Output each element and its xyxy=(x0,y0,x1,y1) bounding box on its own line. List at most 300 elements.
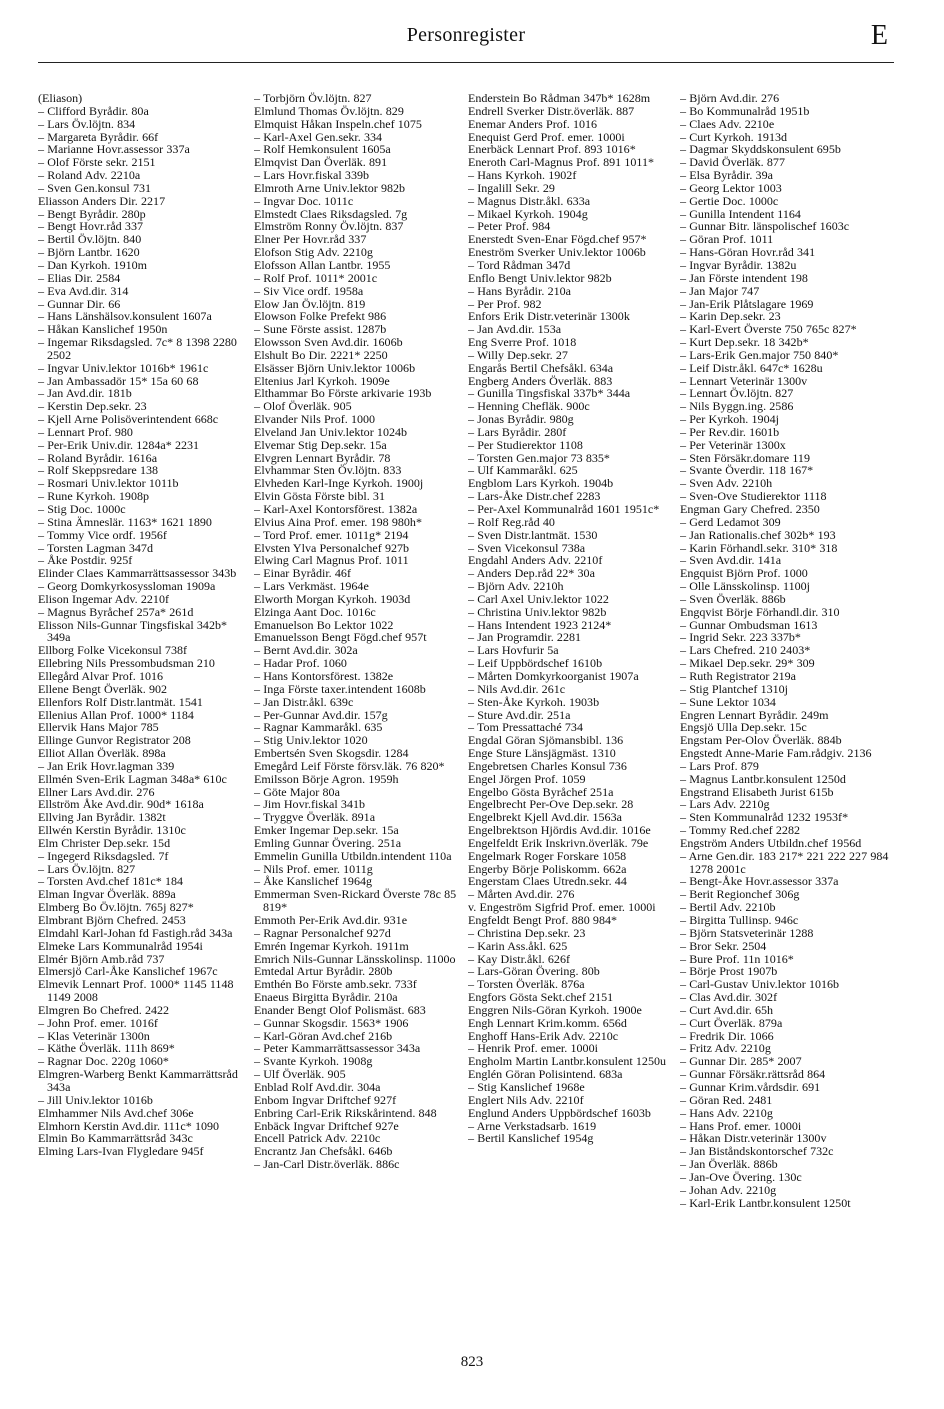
register-entry: – Per Kyrkoh. 1904j xyxy=(680,412,779,427)
register-entry: – Ingegerd Riksdagsled. 7f xyxy=(38,848,169,863)
register-entry: – Karin Förhandl.sekr. 310* 318 xyxy=(680,540,838,555)
register-entry: Elvander Nils Prof. 1000 xyxy=(254,412,376,427)
register-entry: – David Överläk. 877 xyxy=(680,155,785,170)
register-entry: Enderstein Bo Rådman 347b* 1628m xyxy=(468,92,651,105)
register-entry: Engarås Bertil Chefsåkl. 634a xyxy=(468,360,614,375)
register-entry: – Johan Adv. 2210g xyxy=(680,1182,777,1197)
register-entry: – Per-Gunnar Avd.dir. 157g xyxy=(254,707,388,722)
register-entry: – Torsten Gen.major 73 835* xyxy=(468,450,610,465)
page-header xyxy=(38,22,894,62)
register-entry: Ellborg Folke Vicekonsul 738f xyxy=(38,643,188,658)
register-entry: Engelmark Roger Forskare 1058 xyxy=(468,848,627,863)
register-entry: Enflo Bengt Univ.lektor 982b xyxy=(468,270,612,285)
register-entry: – Magnus Lantbr.konsulent 1250d xyxy=(680,771,846,786)
register-entry: Ellenfors Rolf Distr.lantmät. 1541 xyxy=(38,694,203,709)
register-entry: – Karl-Axel Kontorsförest. 1382a xyxy=(254,502,418,516)
register-entry: Elmér Björn Amb.råd 737 xyxy=(38,951,165,966)
register-entry: – Nils Prof. emer. 1011g xyxy=(254,861,373,876)
register-entry: – Torsten Lagman 347d xyxy=(38,540,153,555)
register-entry: Engfeldt Bengt Prof. 880 984* xyxy=(468,913,618,927)
register-entry: – Stina Ämneslär. 1163* 1621 1890 xyxy=(38,514,212,529)
register-entry: – Gunnar Försäkr.rättsråd 864 xyxy=(680,1067,826,1082)
register-entry: Elvgren Lennart Byrådir. 78 xyxy=(254,450,391,465)
register-entry: Elvheden Karl-Inge Kyrkoh. 1900j xyxy=(254,476,424,491)
register-entry: – Karl-Axel Gen.sekr. 334 xyxy=(254,129,383,144)
register-entry: – Jan Distr.åkl. 639c xyxy=(254,694,354,709)
register-entry: – Bengt Byrådir. 280p xyxy=(38,206,146,221)
register-entry: – Svante Kyrkoh. 1908g xyxy=(254,1054,373,1069)
register-entry: – Jan-Ove Övering. 130c xyxy=(680,1169,802,1184)
register-entry: Encell Patrick Adv. 2210c xyxy=(254,1131,381,1146)
register-entry: Ellmén Sven-Erik Lagman 348a* 610c xyxy=(38,771,227,786)
register-entry: Englund Anders Uppbördschef 1603b xyxy=(468,1105,651,1120)
register-entry: Eneroth Carl-Magnus Prof. 891 1011* xyxy=(468,155,655,170)
register-entry: – Rolf Reg.råd 40 xyxy=(468,514,555,529)
register-entry: Ellebring Nils Pressombudsman 210 xyxy=(38,656,215,671)
register-entry: Engerby Börje Poliskomm. 662a xyxy=(468,861,627,876)
register-entry: Eltenius Jarl Kyrkoh. 1909e xyxy=(254,373,390,388)
register-entry: – Ragnar Kammaråkl. 635 xyxy=(254,720,383,735)
register-entry: – Anders Dep.råd 22* 30a xyxy=(468,566,595,581)
register-entry: – Hans Prof. emer. 1000i xyxy=(680,1118,802,1133)
register-entry: Englén Göran Polisintend. 683a xyxy=(468,1067,623,1082)
register-entry: – Björn Lantbr. 1620 xyxy=(38,245,140,260)
register-entry: – Roland Byrådir. 1616a xyxy=(38,450,158,465)
register-entry: – Leif Distr.åkl. 647c* 1628u xyxy=(680,360,823,375)
register-entry: – Kurt Dep.sekr. 18 342b* xyxy=(680,335,809,350)
register-entry: – Jim Hovr.fiskal 341b xyxy=(254,797,366,812)
register-entry: – Nils Avd.dir. 261c xyxy=(468,681,566,696)
register-entry: – Sven-Ove Studierektor 1118 xyxy=(680,489,827,504)
register-entry: Elmquist Håkan Inspeln.chef 1075 xyxy=(254,116,422,131)
register-entry: Emmerman Sven-Rickard Överste 78c 85 819* xyxy=(254,887,457,915)
register-entry: – Ingvar Byrådir. 1382u xyxy=(680,257,797,272)
register-entry: – Ulf Kammaråkl. 625 xyxy=(468,463,578,478)
register-entry: Engelbrecht Per-Ove Dep.sekr. 28 xyxy=(468,797,634,812)
register-entry: – Fredrik Dir. 1066 xyxy=(680,1028,774,1043)
register-entry: – Ingrid Sekr. 223 337b* xyxy=(680,630,801,645)
register-entry: Enbom Ingvar Driftchef 927f xyxy=(254,1092,397,1107)
register-entry: – Curt Överläk. 879a xyxy=(680,1015,783,1030)
register-entry: Encrantz Jan Chefsåkl. 646b xyxy=(254,1144,393,1159)
register-entry: Engman Gary Chefred. 2350 xyxy=(680,502,820,516)
register-entry: Engelbrekt Kjell Avd.dir. 1563a xyxy=(468,810,622,825)
register-entry: – Olof Förste sekr. 2151 xyxy=(38,155,156,170)
register-entry: – Göran Prof. 1011 xyxy=(680,232,774,247)
register-entry: Elliot Allan Överläk. 898a xyxy=(38,746,166,761)
register-entry: – Bengt-Åke Hovr.assessor 337a xyxy=(680,874,839,889)
register-entry: Enghoff Hans-Erik Adv. 2210c xyxy=(468,1028,619,1043)
register-entry: Emanuelsson Bengt Fögd.chef 957t xyxy=(254,630,427,645)
register-entry: Elmgren Bo Chefred. 2422 xyxy=(38,1002,170,1017)
register-entry: – Ingvar Univ.lektor 1016b* 1961c xyxy=(38,360,209,375)
register-entry: – Olle Länsskolinsp. 1100j xyxy=(680,579,810,594)
register-entry: – Carl Axel Univ.lektor 1022 xyxy=(468,591,609,606)
register-entry: Englert Nils Adv. 2210f xyxy=(468,1092,584,1107)
register-entry: – Bengt Hovr.råd 337 xyxy=(38,219,143,234)
register-entry: v. Engeström Sigfrid Prof. emer. 1000i xyxy=(468,900,656,915)
register-entry: Engberg Anders Överläk. 883 xyxy=(468,373,613,388)
register-entry: – Rolf Hemkonsulent 1605a xyxy=(254,142,391,157)
register-entry: Ellegård Alvar Prof. 1016 xyxy=(38,668,164,683)
register-entry: – Åke Kanslichef 1964g xyxy=(254,874,373,889)
register-entry: Elman Ingvar Överläk. 889a xyxy=(38,887,176,902)
register-entry: – Sven Avd.dir. 141a xyxy=(680,553,782,568)
register-entry: Elofson Stig Adv. 2210g xyxy=(254,245,373,260)
register-entry: – Per Studierektor 1108 xyxy=(468,437,583,452)
register-entry: – Björn Statsveterinär 1288 xyxy=(680,925,814,940)
register-entry: – Håkan Kanslichef 1950n xyxy=(38,322,168,337)
register-entry: Engholm Martin Lantbr.konsulent 1250u xyxy=(468,1054,667,1069)
register-entry: – Elias Dir. 2584 xyxy=(38,270,121,285)
register-entry: Elvsten Ylva Personalchef 927b xyxy=(254,540,410,555)
register-entry: Emthén Bo Förste amb.sekr. 733f xyxy=(254,977,417,992)
register-entry: – Lars Adv. 2210g xyxy=(680,797,770,812)
register-entry: – Lars Öv.löjtn. 827 xyxy=(38,861,136,876)
register-entry: – Håkan Distr.veterinär 1300v xyxy=(680,1131,827,1146)
register-entry: – Sune Lektor 1034 xyxy=(680,694,776,709)
register-entry: Elmstedt Claes Riksdagsled. 7g xyxy=(254,206,408,221)
register-entry: – Arne Gen.dir. 183 217* 221 222 227 984 1278 2001c xyxy=(680,848,889,876)
register-entry: Ellervik Hans Major 785 xyxy=(38,720,159,735)
register-entry: – Jan Programdir. 2281 xyxy=(468,630,582,645)
register-entry: Engblom Lars Kyrkoh. 1904b xyxy=(468,476,614,491)
register-entry: – Jan Avd.dir. 153a xyxy=(468,322,562,337)
register-entry: Elwing Carl Magnus Prof. 1011 xyxy=(254,553,409,568)
register-entry: Enander Bengt Olof Polismäst. 683 xyxy=(254,1002,426,1017)
register-entry: Enge Sture Länsjägmäst. 1310 xyxy=(468,746,616,761)
register-entry: – Torsten Avd.chef 181c* 184 xyxy=(38,874,184,889)
register-entry: Engström Anders Utbildn.chef 1956d xyxy=(680,835,862,850)
register-entry: – Lars-Erik Gen.major 750 840* xyxy=(680,347,839,362)
register-entry: – Jan Erik Hovr.lagman 339 xyxy=(38,758,175,773)
register-entry: Elshult Bo Dir. 2221* 2250 xyxy=(254,347,388,362)
register-entry: Enerstedt Sven-Enar Fögd.chef 957* xyxy=(468,232,647,247)
register-entry: – Hans-Göran Hovr.råd 341 xyxy=(680,245,816,260)
register-entry: Elmhorn Kerstin Avd.dir. 111c* 1090 xyxy=(38,1118,220,1133)
register-entry: – Kay Distr.åkl. 626f xyxy=(468,951,570,966)
register-entry: – Per Prof. 982 xyxy=(468,296,542,311)
register-entry: – Lars-Göran Övering. 80b xyxy=(468,964,600,979)
register-entry: Ellinge Gunvor Registrator 208 xyxy=(38,733,191,748)
register-entry: – Dagmar Skyddskonsulent 695b xyxy=(680,142,841,157)
register-entry: – Stig Univ.lektor 1020 xyxy=(254,733,368,748)
register-entry: Elner Per Hovr.råd 337 xyxy=(254,232,367,247)
register-entry: – Ragnar Personalchef 927d xyxy=(254,925,391,940)
register-entry: Engdahl Anders Adv. 2210f xyxy=(468,553,603,568)
register-entry: – Mikael Dep.sekr. 29* 309 xyxy=(680,656,815,671)
register-entry: – Svante Överdir. 118 167* xyxy=(680,463,814,478)
register-entry: – Sven Gen.konsul 731 xyxy=(38,180,152,195)
register-entry: Elison Ingemar Adv. 2210f xyxy=(38,591,169,606)
register-entry: – Christina Univ.lektor 982b xyxy=(468,604,607,619)
register-entry: Elmgren-Warberg Benkt Kammarrättsråd 343a xyxy=(38,1067,238,1094)
register-entry: – Gunilla Tingsfiskal 337b* 344a xyxy=(468,386,631,401)
register-entry: – Karl-Erik Lantbr.konsulent 1250t xyxy=(680,1195,851,1210)
register-entry: – Sten Kommunalråd 1232 1953f* xyxy=(680,810,849,825)
register-entry: – Tom Pressattaché 734 xyxy=(468,720,583,735)
register-entry: – Nils Byggn.ing. 2586 xyxy=(680,399,794,414)
register-entry: – Rolf Skeppsredare 138 xyxy=(38,463,159,478)
register-entry: Engerstam Claes Utredn.sekr. 44 xyxy=(468,874,627,889)
register-entry: – Lars Öv.löjtn. 834 xyxy=(38,116,136,131)
register-entry: – Jill Univ.lektor 1016b xyxy=(38,1092,153,1107)
register-entry: Enaeus Birgitta Byrådir. 210a xyxy=(254,990,398,1005)
register-entry: – Jan-Erik Plåtslagare 1969 xyxy=(680,296,814,311)
register-entry: Elofsson Allan Lantbr. 1955 xyxy=(254,257,391,272)
register-entry: – Gunilla Intendent 1164 xyxy=(680,206,801,221)
register-entry: Elmdahl Karl-Johan fd Fastigh.råd 343a xyxy=(38,925,233,940)
register-entry: – Claes Adv. 2210e xyxy=(680,116,775,131)
register-entry: Engstedt Anne-Marie Fam.rådgiv. 2136 xyxy=(680,746,872,761)
register-entry: – Lars Hovr.fiskal 339b xyxy=(254,168,370,183)
register-entry: – Klas Veterinär 1300n xyxy=(38,1028,150,1043)
register-entry: – Tommy Red.chef 2282 xyxy=(680,823,800,838)
register-entry: – Ruth Registrator 219a xyxy=(680,668,797,683)
register-entry: – Bertil Öv.löjtn. 840 xyxy=(38,232,142,247)
register-entry: – Sture Avd.dir. 251a xyxy=(468,707,571,722)
register-entry: Engquist Björn Prof. 1000 xyxy=(680,566,808,581)
register-entry: – Hans Intendent 1923 2124* xyxy=(468,617,612,632)
page-number: 823 xyxy=(460,1354,484,1370)
register-entry: – Lennart Öv.löjtn. 827 xyxy=(680,386,794,401)
register-entry: Emrich Nils-Gunnar Länsskolinsp. 1100o xyxy=(254,951,456,966)
register-entry: Elmström Ronny Öv.löjtn. 837 xyxy=(254,219,404,234)
register-entry: Elming Lars-Ivan Flygledare 945f xyxy=(38,1144,204,1159)
register-entry: – Bo Kommunalråd 1951b xyxy=(680,103,810,118)
register-entry: – Torsten Överläk. 876a xyxy=(468,977,585,992)
register-entry: Elm Christer Dep.sekr. 15d xyxy=(38,835,171,850)
register-entry: – Henrik Prof. emer. 1000i xyxy=(468,1041,598,1056)
register-entry: Enbäck Ingvar Driftchef 927e xyxy=(254,1118,399,1133)
register-entry: Emilsson Börje Agron. 1959h xyxy=(254,771,399,786)
register-entry: – Clas Avd.dir. 302f xyxy=(680,990,778,1005)
register-entry: Ellwén Kerstin Byrådir. 1310c xyxy=(38,823,186,838)
register-entry: – Åke Postdir. 925f xyxy=(38,553,133,568)
register-entry: – Curt Avd.dir. 65h xyxy=(680,1002,774,1017)
register-entry: – Birgitta Tullinsp. 946c xyxy=(680,913,799,927)
register-entry: Eliasson Anders Dir. 2217 xyxy=(38,193,166,208)
register-entry: Elmin Bo Kammarrättsråd 343c xyxy=(38,1131,193,1146)
register-entry: – Jan Ambassadör 15* 15a 60 68 xyxy=(38,373,199,388)
register-entry: Engel Jörgen Prof. 1059 xyxy=(468,771,586,786)
register-entry: – Elsa Byrådir. 39a xyxy=(680,168,773,183)
register-entry: – Peter Prof. 984 xyxy=(468,219,551,234)
register-entry: Elisson Nils-Gunnar Tingsfiskal 342b* 349a xyxy=(38,617,228,645)
register-entry: – Gunnar Dir. 285* 2007 xyxy=(680,1054,802,1069)
register-entry: Enblad Rolf Avd.dir. 304a xyxy=(254,1079,381,1094)
register-entry: Elmevik Lennart Prof. 1000* 1145 1148 1149 2008 xyxy=(38,977,234,1005)
register-entry: – Tryggve Överläk. 891a xyxy=(254,810,376,825)
register-entry: – Leif Uppbördschef 1610b xyxy=(468,656,603,671)
register-entry: Engelbo Gösta Byråchef 251a xyxy=(468,784,614,799)
register-entry: – Ingalill Sekr. 29 xyxy=(468,180,555,195)
register-entry: – Marianne Hovr.assessor 337a xyxy=(38,142,190,157)
register-entry: Embertsén Sven Skogsdir. 1284 xyxy=(254,746,409,761)
register-entry: – Rune Kyrkoh. 1908p xyxy=(38,489,150,504)
register-entry: Engstrand Elisabeth Jurist 615b xyxy=(680,784,834,799)
register-entry: Elvin Gösta Förste bibl. 31 xyxy=(254,489,385,504)
register-entry: Engdal Göran Sjömansbibl. 136 xyxy=(468,733,624,748)
register-entry: – Per Rev.dir. 1601b xyxy=(680,424,780,439)
register-entry: – Göran Red. 2481 xyxy=(680,1092,773,1107)
register-entry: – Margareta Byrådir. 66f xyxy=(38,129,159,144)
register-entry: – Tommy Vice ordf. 1956f xyxy=(38,527,167,542)
register-entry: – Sten-Åke Kyrkoh. 1903b xyxy=(468,694,600,709)
register-entry: – Jan Förste intendent 198 xyxy=(680,270,808,285)
register-entry: Engstam Per-Olov Överläk. 884b xyxy=(680,733,842,748)
register-entry: Elinder Claes Kammarrättsassessor 343b xyxy=(38,566,237,581)
register-entry: – Käthe Överläk. 111h 869* xyxy=(38,1041,175,1056)
register-entry: Elmersjö Carl-Åke Kanslichef 1967c xyxy=(38,964,218,979)
register-entry: – Ragnar Doc. 220g 1060* xyxy=(38,1054,169,1069)
register-entry: Engelfeldt Erik Inskrivn.överläk. 79e xyxy=(468,835,649,850)
register-entry: – Stig Kanslichef 1968e xyxy=(468,1079,585,1094)
register-entry: Elmbrant Björn Chefred. 2453 xyxy=(38,913,186,927)
register-entry: Emker Ingemar Dep.sekr. 15a xyxy=(254,823,399,838)
register-entry: – Bertil Kanslichef 1954g xyxy=(468,1131,594,1146)
register-entry: – Lars-Åke Distr.chef 2283 xyxy=(468,489,601,504)
register-entry: – Stig Plantchef 1310j xyxy=(680,681,789,696)
register-entry: Enggren Nils-Göran Kyrkoh. 1900e xyxy=(468,1002,642,1017)
register-entry: – Hans Länshälsov.konsulent 1607a xyxy=(38,309,212,324)
register-entry: Eng Sverre Prof. 1018 xyxy=(468,335,577,350)
register-entry: Eneström Sverker Univ.lektor 1006b xyxy=(468,245,646,260)
register-entry: – Christina Dep.sekr. 23 xyxy=(468,925,586,940)
register-entry: (Eliason) xyxy=(38,92,83,105)
register-entry: – Roland Adv. 2210a xyxy=(38,168,141,183)
register-entry: Engqvist Börje Förhandl.dir. 310 xyxy=(680,604,840,619)
register-entry: – Stig Doc. 1000c xyxy=(38,502,126,516)
register-entry: – John Prof. emer. 1016f xyxy=(38,1015,158,1030)
register-entry: Elmhammer Nils Avd.chef 306e xyxy=(38,1105,194,1120)
register-entry: Elowsson Sven Avd.dir. 1606b xyxy=(254,335,403,350)
register-entry: Emtedal Artur Byrådir. 280b xyxy=(254,964,393,979)
register-entry: – Siv Vice ordf. 1958a xyxy=(254,283,364,298)
register-entry: – Bertil Adv. 2210b xyxy=(680,900,776,915)
register-entry: – Gunnar Skogsdir. 1563* 1906 xyxy=(254,1015,409,1030)
register-entry: – Carl-Gustav Univ.lektor 1016b xyxy=(680,977,840,992)
page-title: Personregister xyxy=(406,24,526,46)
register-entry: – Clifford Byrådir. 80a xyxy=(38,103,149,118)
register-entry: Elveland Jan Univ.lektor 1024b xyxy=(254,424,408,439)
register-entry: – Gunnar Ombudsman 1613 xyxy=(680,617,818,632)
register-entry: – Olof Överläk. 905 xyxy=(254,399,352,414)
register-entry: Engren Lennart Byrådir. 249m xyxy=(680,707,829,722)
register-entry: – Magnus Byråchef 257a* 261d xyxy=(38,604,194,619)
register-column-2 xyxy=(254,92,466,1352)
register-entry: – Einar Byrådir. 46f xyxy=(254,566,351,581)
register-entry: – Fritz Adv. 2210g xyxy=(680,1041,771,1056)
register-entry: Elvius Aina Prof. emer. 198 980h* xyxy=(254,514,422,529)
register-entry: Elmlund Thomas Öv.löjtn. 829 xyxy=(254,103,404,118)
register-entry: Engebretsen Charles Konsul 736 xyxy=(468,758,627,773)
register-entry: – Gunnar Bitr. länspolischef 1603c xyxy=(680,219,850,234)
register-entry: Elthammar Bo Förste arkivarie 193b xyxy=(254,386,432,401)
register-entry: Emling Gunnar Övering. 251a xyxy=(254,835,402,850)
register-entry: – Lennart Prof. 980 xyxy=(38,424,133,439)
header-rule xyxy=(38,62,894,63)
register-entry: – Göte Major 80a xyxy=(254,784,340,799)
register-entry: – Hans Kontorsförest. 1382e xyxy=(254,668,394,683)
register-entry: – Mårten Domkyrkoorganist 1907a xyxy=(468,668,639,683)
register-entry: Elsässer Björn Univ.lektor 1006b xyxy=(254,360,416,375)
register-entry: – Peter Kammarrättsassessor 343a xyxy=(254,1041,421,1056)
register-entry: – Karin Ass.åkl. 625 xyxy=(468,938,568,953)
register-entry: – Karin Dep.sekr. 23 xyxy=(680,309,781,324)
register-entry: – Karl-Evert Överste 750 765c 827* xyxy=(680,322,857,337)
register-entry: Enequist Gerd Prof. emer. 1000i xyxy=(468,129,625,144)
register-entry: – Rosmari Univ.lektor 1011b xyxy=(38,476,179,491)
register-entry: Ellene Bengt Överläk. 902 xyxy=(38,681,168,696)
register-entry: – Hans Kyrkoh. 1902f xyxy=(468,168,577,183)
register-entry: – Lars Prof. 879 xyxy=(680,758,759,773)
register-entry: Emmelin Gunilla Utbildn.intendent 110a xyxy=(254,848,452,863)
register-entry: – Björn Adv. 2210h xyxy=(468,579,564,594)
register-entry: – Rolf Prof. 1011* 2001c xyxy=(254,270,378,285)
register-entry: – Lars Chefred. 210 2403* xyxy=(680,643,811,658)
register-entry: – Jan Avd.dir. 181b xyxy=(38,386,132,401)
register-entry: – Gunnar Krim.vårdsdir. 691 xyxy=(680,1079,821,1094)
register-column-3 xyxy=(468,92,680,1352)
register-entry: Elow Jan Öv.löjtn. 819 xyxy=(254,296,366,311)
register-entry: Enemar Anders Prof. 1016 xyxy=(468,116,598,131)
register-entry: – Per-Erik Univ.dir. 1284a* 2231 xyxy=(38,437,200,452)
register-entry: – Jan Överläk. 886b xyxy=(680,1157,778,1172)
register-entry: Enerbäck Lennart Prof. 893 1016* xyxy=(468,142,636,157)
register-entry: Elvemar Stig Dep.sekr. 15a xyxy=(254,437,387,452)
register-entry: – Mårten Avd.dir. 276 xyxy=(468,887,575,902)
register-column-1 xyxy=(38,92,250,1352)
register-entry: – Börje Prost 1907b xyxy=(680,964,778,979)
register-entry: Enbring Carl-Erik Rikskårintend. 848 xyxy=(254,1105,437,1120)
register-entry: – Henning Chefläk. 900c xyxy=(468,399,590,414)
register-entry: – Lennart Veterinär 1300v xyxy=(680,373,808,388)
register-entry: – Tord Prof. emer. 1011g* 2194 xyxy=(254,527,409,542)
register-entry: Elzinga Aant Doc. 1016c xyxy=(254,604,376,619)
register-entry: Engelbrektson Hjördis Avd.dir. 1016e xyxy=(468,823,651,838)
register-entry: Emrén Ingemar Kyrkoh. 1911m xyxy=(254,938,409,953)
register-entry: Elmeke Lars Kommunalråd 1954i xyxy=(38,938,203,953)
register-entry: – Bure Prof. 11n 1016* xyxy=(680,951,794,966)
register-entry: – Berit Regionchef 306g xyxy=(680,887,800,902)
register-entry: – Per Veterinär 1300x xyxy=(680,437,786,452)
register-entry: Enfors Erik Distr.veterinär 1300k xyxy=(468,309,630,324)
register-entry: – Dan Kyrkoh. 1910m xyxy=(38,257,148,272)
register-entry: – Sven Distr.lantmät. 1530 xyxy=(468,527,598,542)
register-entry: – Hans Byrådir. 210a xyxy=(468,283,571,298)
register-entry: – Curt Kyrkoh. 1913d xyxy=(680,129,788,144)
register-entry: – Gerd Ledamot 309 xyxy=(680,514,781,529)
register-entry: – Jan-Carl Distr.överläk. 886c xyxy=(254,1157,400,1172)
register-entry: – Jonas Byrådir. 980g xyxy=(468,412,574,427)
register-entry: – Gunnar Dir. 66 xyxy=(38,296,121,311)
register-entry: Ellström Åke Avd.dir. 90d* 1618a xyxy=(38,797,204,812)
register-entry: – Jan Major 747 xyxy=(680,283,760,298)
register-entry: – Karl-Göran Avd.chef 216b xyxy=(254,1028,393,1043)
register-entry: Ellving Jan Byrådir. 1382t xyxy=(38,810,166,825)
register-entry: Endrell Sverker Distr.överläk. 887 xyxy=(468,103,635,118)
register-entry: – Lars Byrådir. 280f xyxy=(468,424,567,439)
register-entry: – Ingvar Doc. 1011c xyxy=(254,193,354,208)
register-entry: Engh Lennart Krim.komm. 656d xyxy=(468,1015,627,1030)
register-entry: – Ingemar Riksdagsled. 7c* 8 1398 2280 2502 xyxy=(38,335,237,362)
register-entry: – Eva Avd.dir. 314 xyxy=(38,283,129,298)
register-entry: – Sven Adv. 2210h xyxy=(680,476,773,491)
register-entry: Emegård Leif Förste försv.läk. 76 820* xyxy=(254,758,445,773)
register-entry: – Hans Adv. 2210g xyxy=(680,1105,773,1120)
register-entry: – Jan Biståndskontorschef 732c xyxy=(680,1144,834,1159)
